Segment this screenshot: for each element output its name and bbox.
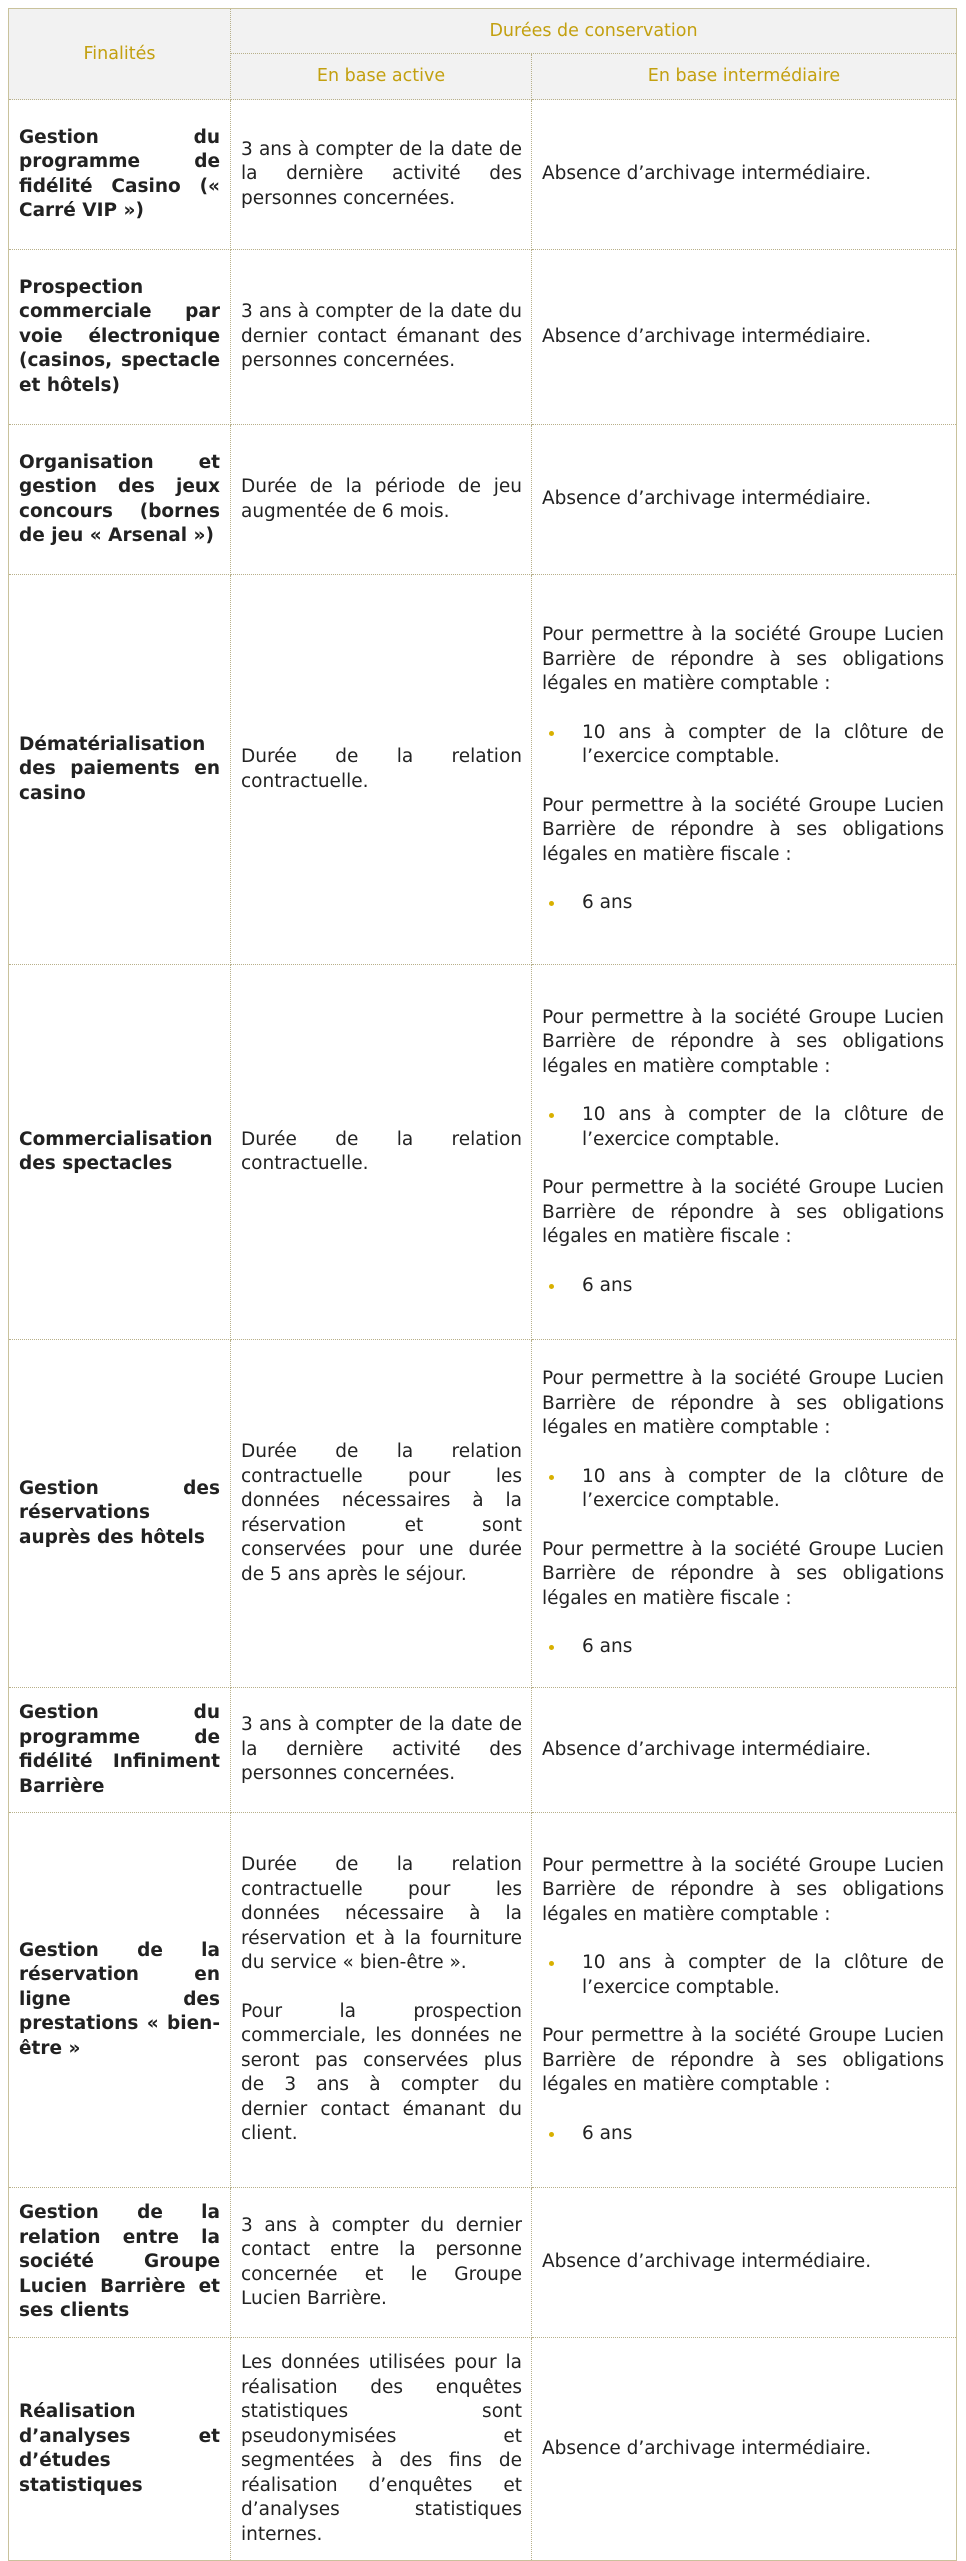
intermediate-duration-cell (532, 100, 957, 250)
purpose-cell: Gestion des réservations auprès des hôtels (9, 1340, 231, 1688)
intermediate-duration-text: Absence d’archivage intermédiaire. (542, 488, 872, 510)
intermediate-duration-cell (532, 575, 957, 965)
purpose-cell: Gestion de la réservation en ligne des prestations « bien-être » (9, 1813, 231, 2188)
active-duration-cell (231, 1813, 532, 2188)
bullet-item: 6 ans (542, 1635, 944, 1660)
table-row (9, 250, 957, 425)
paragraph-gap (542, 1927, 944, 1951)
table-row (9, 965, 957, 1340)
active-duration-text: Durée de la relation contractuelle pour les données nécessaires à la réservation et sont conservées pour une durée de 5 ans après le séjour. (241, 1441, 522, 1585)
bullet-list (542, 891, 944, 916)
table-row (9, 2338, 957, 2561)
active-duration-cell (231, 100, 532, 250)
intermediate-duration-text: Absence d’archivage intermédiaire. (542, 163, 872, 185)
active-duration-cell (231, 575, 532, 965)
bullet-list (542, 1951, 944, 2000)
purpose-cell: Réalisation d’analyses et d’études statistiques (9, 2338, 231, 2561)
header-purposes: Finalités (9, 9, 231, 100)
intermediate-duration-text: Pour permettre à la société Groupe Lucien Barrière de répondre à ses obligations légales en matière comptable : (542, 1854, 945, 1925)
intermediate-duration-text: Absence d’archivage intermédiaire. (542, 2251, 872, 2273)
bullet-list (542, 1274, 944, 1299)
active-duration-text: Les données utilisées pour la réalisation des enquêtes statistiques sont pseudonymisées et segmentées à des fins de réalisation d’enquêtes et d’analyses statistiques internes. (241, 2352, 522, 2545)
intermediate-duration-cell (532, 1688, 957, 1813)
table-row (9, 575, 957, 965)
paragraph-gap (542, 2098, 944, 2122)
intermediate-duration-text: Pour permettre à la société Groupe Lucien Barrière de répondre à ses obligations légales en matière comptable : (542, 1006, 945, 1077)
bullet-item: 6 ans (542, 891, 944, 916)
bullet-item: 6 ans (542, 1274, 944, 1299)
active-duration-cell (231, 2338, 532, 2561)
purpose-cell: Organisation et gestion des jeux concours (bornes de jeu « Arsenal ») (9, 425, 231, 575)
table-row (9, 100, 957, 250)
purpose-cell: Gestion de la relation entre la société Groupe Lucien Barrière et ses clients (9, 2188, 231, 2338)
intermediate-duration-text: Pour permettre à la société Groupe Lucien Barrière de répondre à ses obligations légales en matière comptable : (542, 1368, 945, 1439)
active-duration-text: Durée de la relation contractuelle. (241, 1128, 522, 1174)
intermediate-duration-cell (532, 1340, 957, 1688)
header-durations: Durées de conservation (231, 9, 957, 54)
table-row (9, 425, 957, 575)
table-row (9, 1688, 957, 1813)
intermediate-duration-cell (532, 2188, 957, 2338)
bullet-item: 10 ans à compter de la clôture de l’exercice comptable. (542, 1951, 944, 2000)
active-duration-text: 3 ans à compter du dernier contact entre la personne concernée et le Groupe Lucien Barrière. (241, 2214, 522, 2309)
bullet-list (542, 1465, 944, 1514)
bullet-list (542, 1635, 944, 1660)
intermediate-duration-text: Absence d’archivage intermédiaire. (542, 325, 872, 347)
intermediate-duration-cell (532, 2338, 957, 2561)
intermediate-duration-text: Pour permettre à la société Groupe Lucien Barrière de répondre à ses obligations légales en matière comptable : (542, 2025, 945, 2096)
table-row (9, 1813, 957, 2188)
bullet-item: 10 ans à compter de la clôture de l’exercice comptable. (542, 1465, 944, 1514)
intermediate-duration-cell (532, 250, 957, 425)
purpose-cell: Commercialisation des spectacles (9, 965, 231, 1340)
active-duration-cell (231, 1340, 532, 1688)
paragraph-gap (542, 1514, 944, 1538)
intermediate-duration-text: Absence d’archivage intermédiaire. (542, 2437, 872, 2459)
retention-table (8, 8, 957, 2561)
bullet-item: 10 ans à compter de la clôture de l’exercice comptable. (542, 1103, 944, 1152)
active-duration-text: 3 ans à compter de la date de la dernière activité des personnes concernées. (241, 138, 522, 209)
purpose-cell: Dématérialisation des paiements en casino (9, 575, 231, 965)
table-body (9, 100, 957, 2561)
bullet-item: 10 ans à compter de la clôture de l’exercice comptable. (542, 721, 944, 770)
intermediate-duration-text: Pour permettre à la société Groupe Lucien Barrière de répondre à ses obligations légales en matière comptable : (542, 624, 945, 695)
intermediate-duration-text: Pour permettre à la société Groupe Lucien Barrière de répondre à ses obligations légales en matière fiscale : (542, 1538, 945, 1609)
table-row (9, 1340, 957, 1688)
active-duration-text: Durée de la période de jeu augmentée de 6 mois. (241, 476, 522, 522)
paragraph-gap (542, 1152, 944, 1176)
paragraph-gap (542, 697, 944, 721)
intermediate-duration-text: Pour permettre à la société Groupe Lucien Barrière de répondre à ses obligations légales en matière fiscale : (542, 794, 945, 865)
active-duration-cell (231, 965, 532, 1340)
active-duration-cell (231, 425, 532, 575)
active-duration-cell (231, 2188, 532, 2338)
paragraph-gap (542, 1611, 944, 1635)
paragraph-gap (542, 770, 944, 794)
table-row (9, 2188, 957, 2338)
purpose-cell: Gestion du programme de fidélité Casino (« Carré VIP ») (9, 100, 231, 250)
active-duration-cell (231, 250, 532, 425)
intermediate-duration-text: Pour permettre à la société Groupe Lucien Barrière de répondre à ses obligations légales en matière fiscale : (542, 1177, 945, 1248)
bullet-list (542, 2122, 944, 2147)
purpose-cell: Prospection commerciale par voie électronique (casinos, spectacle et hôtels) (9, 250, 231, 425)
intermediate-duration-text: Absence d’archivage intermédiaire. (542, 1738, 872, 1760)
bullet-list (542, 1103, 944, 1152)
paragraph-gap (241, 1976, 522, 2000)
active-duration-text: Pour la prospection commerciale, les données ne seront pas conservées plus de 3 ans à compter du dernier contact émanant du client. (241, 2000, 522, 2145)
paragraph-gap (542, 1441, 944, 1465)
intermediate-duration-cell (532, 425, 957, 575)
header-intermediate-base: En base intermédiaire (532, 54, 957, 100)
purpose-cell: Gestion du programme de fidélité Infiniment Barrière (9, 1688, 231, 1813)
intermediate-duration-cell (532, 965, 957, 1340)
paragraph-gap (542, 1250, 944, 1274)
table-header (9, 9, 957, 100)
paragraph-gap (542, 867, 944, 891)
active-duration-text: Durée de la relation contractuelle pour les données nécessaire à la réservation et à la fourniture du service « bien-être ». (241, 1854, 522, 1974)
header-active-base: En base active (231, 54, 532, 100)
active-duration-cell (231, 1688, 532, 1813)
active-duration-text: 3 ans à compter de la date de la dernière activité des personnes concernées. (241, 1714, 522, 1785)
paragraph-gap (542, 2000, 944, 2024)
bullet-list (542, 721, 944, 770)
bullet-item: 6 ans (542, 2122, 944, 2147)
paragraph-gap (542, 1079, 944, 1103)
intermediate-duration-cell (532, 1813, 957, 2188)
active-duration-text: 3 ans à compter de la date du dernier contact émanant des personnes concernées. (241, 301, 522, 372)
active-duration-text: Durée de la relation contractuelle. (241, 746, 522, 792)
